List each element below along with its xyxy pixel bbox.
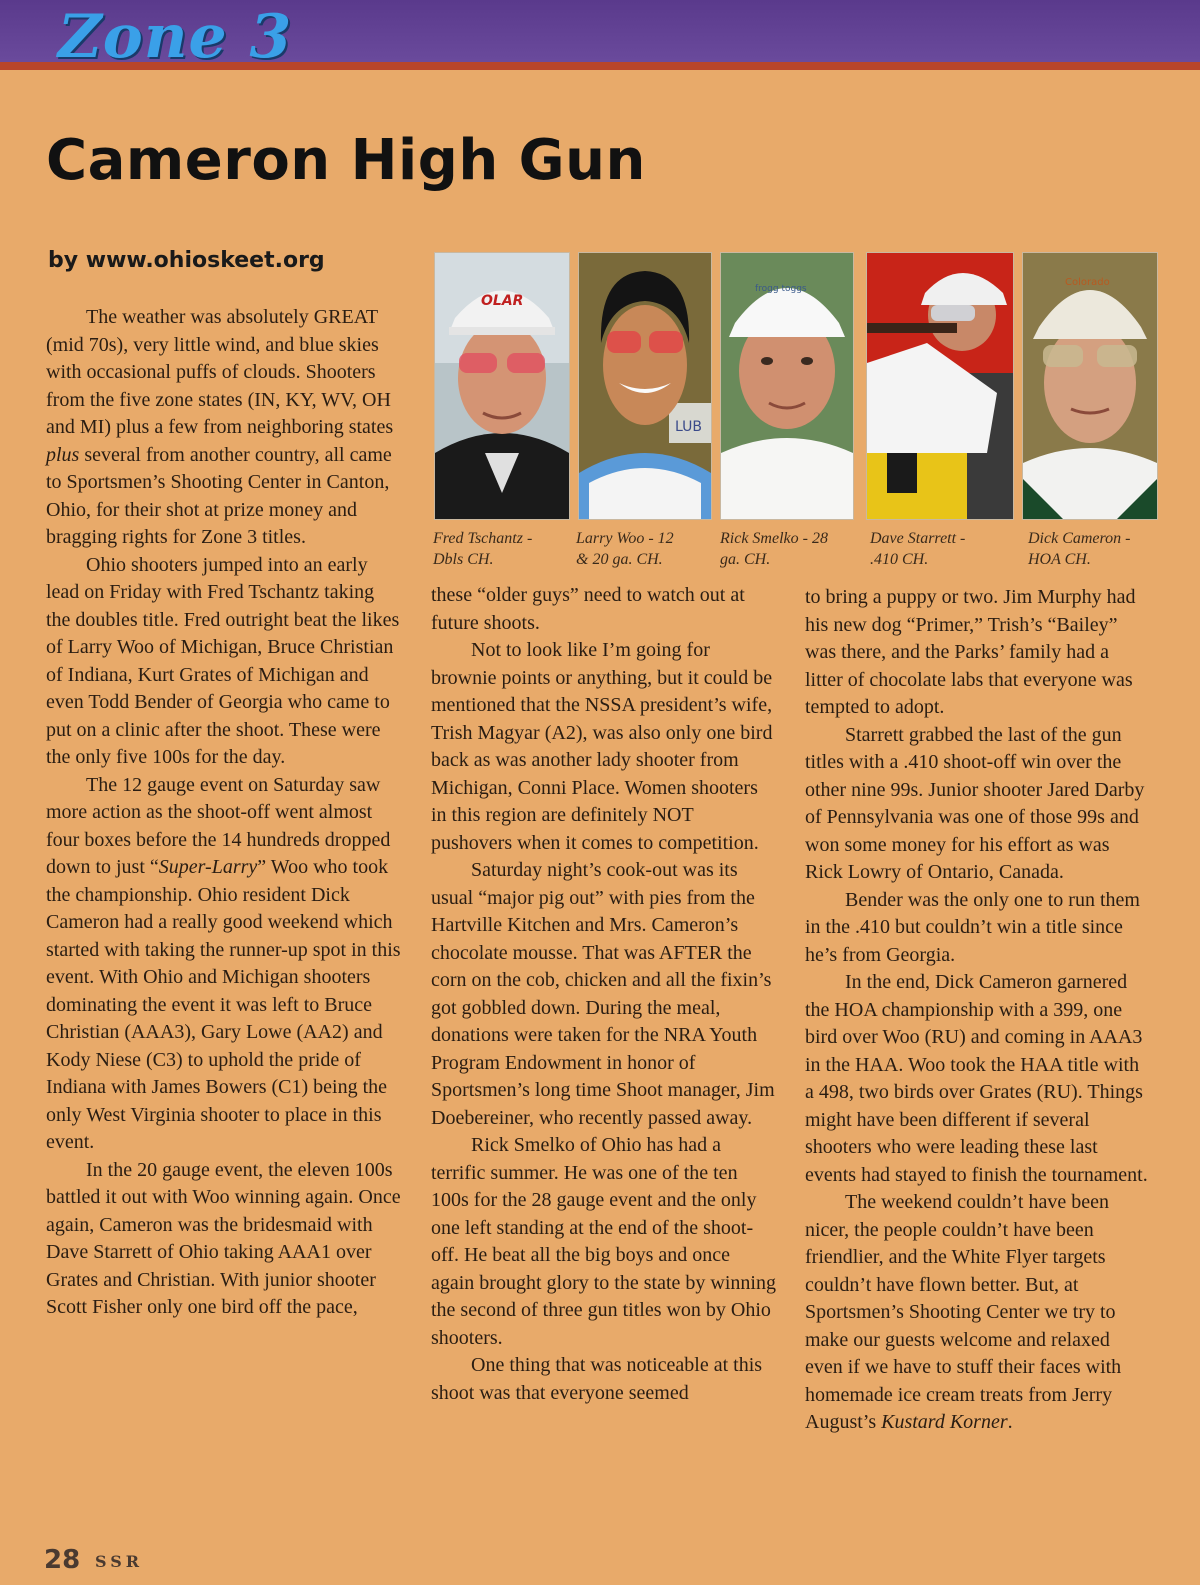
article-column-3 bbox=[805, 584, 1151, 1437]
paragraph: In the 20 gauge event, the eleven 100s battled it out with Woo winning again. Once again, Cameron was the bridesmaid with Dave Starrett of Ohio taking AAA1 over Grates and Christian. With junior shooter Scott Fisher only one bird off the pace, bbox=[46, 1158, 401, 1318]
photo-fred-tschantz bbox=[434, 252, 570, 520]
svg-text:OLAR: OLAR bbox=[481, 293, 524, 309]
photo-larry-woo bbox=[578, 252, 712, 520]
byline: by www.ohioskeet.org bbox=[48, 248, 325, 273]
photo-caption: Fred Tschantz - Dbls CH. bbox=[433, 530, 533, 568]
paragraph: Starrett grabbed the last of the gun titles with a .410 shoot-off win over the other nine 99s. Junior shooter Jared Darby of Pennsylvania was one of those 99s and won some money for his effort as was Rick Lowry of Ontario, Canada. bbox=[805, 723, 1145, 883]
publication-name: SSR bbox=[95, 1552, 144, 1571]
svg-text:frogg toggs: frogg toggs bbox=[755, 284, 807, 294]
paragraph: Saturday night’s cook-out was its usual “major pig out” with pies from the Hartville Kitchen and Mrs. Cameron’s chocolate mousse. That was AFTER the corn on the cob, chicken and all the fixin’s got gobbled down. During the meal, donations were taken for the NRA Youth Program Endowment in honor of Sportsmen’s long time Shoot manager, Jim Doebereiner, who recently passed away. bbox=[431, 859, 775, 1129]
article-column-1 bbox=[46, 304, 402, 1322]
svg-text:Colorado: Colorado bbox=[1065, 277, 1110, 288]
page-number: 28 bbox=[44, 1545, 81, 1575]
page-title: Cameron High Gun bbox=[46, 128, 646, 193]
photo-caption: Rick Smelko - 28 ga. CH. bbox=[720, 530, 828, 568]
paragraph: Rick Smelko of Ohio has had a terrific summer. He was one of the ten 100s for the 28 gauge event and the only one left standing at the end of the shoot-off. He beat all the big boys and once again brought glory to the state by winning the second of three gun titles won by Ohio shooters. bbox=[431, 1134, 776, 1349]
paragraph: Not to look like I’m going for brownie points or anything, but it could be mentioned that the NSSA president’s wife, Trish Magyar (A2), was also only one bird back as was another lady shooter from Michigan, Conni Place. Women shooters in this region are definitely NOT pushovers when it comes to competition. bbox=[431, 639, 773, 854]
photo-caption: Dave Starrett - .410 CH. bbox=[870, 530, 966, 568]
paragraph: The weather was absolutely GREAT (mid 70s), very little wind, and blue skies with occasional puffs of clouds. Shooters from the five zone states (IN, KY, WV, OH and MI) plus a few from neighboring states plus several from another country, all came to Sportsmen’s Shooting Center in Canton, Ohio, for their shot at prize money and bragging rights for Zone 3 titles. bbox=[46, 306, 394, 548]
paragraph: Bender was the only one to run them in the .410 but couldn’t win a title since he’s from Georgia. bbox=[805, 888, 1140, 966]
article-column-2 bbox=[431, 582, 777, 1407]
photo-rick-smelko bbox=[720, 252, 854, 520]
section-title: Zone 3 bbox=[58, 2, 293, 72]
paragraph: The 12 gauge event on Saturday saw more action as the shoot-off went almost four boxes before the 14 hundreds dropped down to just “Super-Larry” Woo who took the championship. Ohio resident Dick Cameron had a really good weekend which started with taking the runner-up spot in this event. With Ohio and Michigan shooters dominating the event it was left to Bruce Christian (AAA3), Gary Lowe (AA2) and Kody Niese (C3) to uphold the pride of Indiana with James Bowers (C1) being the only West Virginia shooter to place in this event. bbox=[46, 773, 401, 1153]
paragraph: In the end, Dick Cameron garnered the HOA championship with a 399, one bird over Woo (RU) and coming in AAA3 in the HAA. Woo took the HAA title with a 498, two birds over Grates (RU). Things might have been different if several shooters who were leading these last events had stayed to finish the tournament. bbox=[805, 971, 1148, 1186]
photo-caption: Dick Cameron - HOA CH. bbox=[1028, 530, 1131, 568]
photo-dave-starrett bbox=[866, 252, 1014, 520]
photo-strip bbox=[434, 252, 1158, 520]
paragraph: The weekend couldn’t have been nicer, the people couldn’t have been friendlier, and the White Flyer targets couldn’t have flown better. But, at Sportsmen’s Shooting Center we try to make our guests welcome and relaxed even if we have to stuff their faces with homemade ice cream treats from Jerry August’s Kustard Korner. bbox=[805, 1191, 1122, 1433]
paragraph: One thing that was noticeable at this shoot was that everyone seemed bbox=[431, 1354, 763, 1404]
photo-caption: Larry Woo - 12 & 20 ga. CH. bbox=[576, 530, 674, 568]
svg-text:LUB: LUB bbox=[675, 419, 702, 435]
paragraph: Ohio shooters jumped into an early lead on Friday with Fred Tschantz taking the doubles title. Fred outright beat the likes of Larry Woo of Michigan, Bruce Christian of Indiana, Kurt Grates of Michigan and even Todd Bender of Georgia who came to put on a clinic after the shoot. These were the only five 100s for the day. bbox=[46, 553, 400, 768]
paragraph: these “older guys” need to watch out at future shoots. bbox=[431, 584, 745, 634]
photo-dick-cameron bbox=[1022, 252, 1158, 520]
paragraph: to bring a puppy or two. Jim Murphy had his new dog “Primer,” Trish’s “Bailey” was there, and the Parks’ family had a litter of chocolate labs that everyone was tempted to adopt. bbox=[805, 586, 1136, 718]
